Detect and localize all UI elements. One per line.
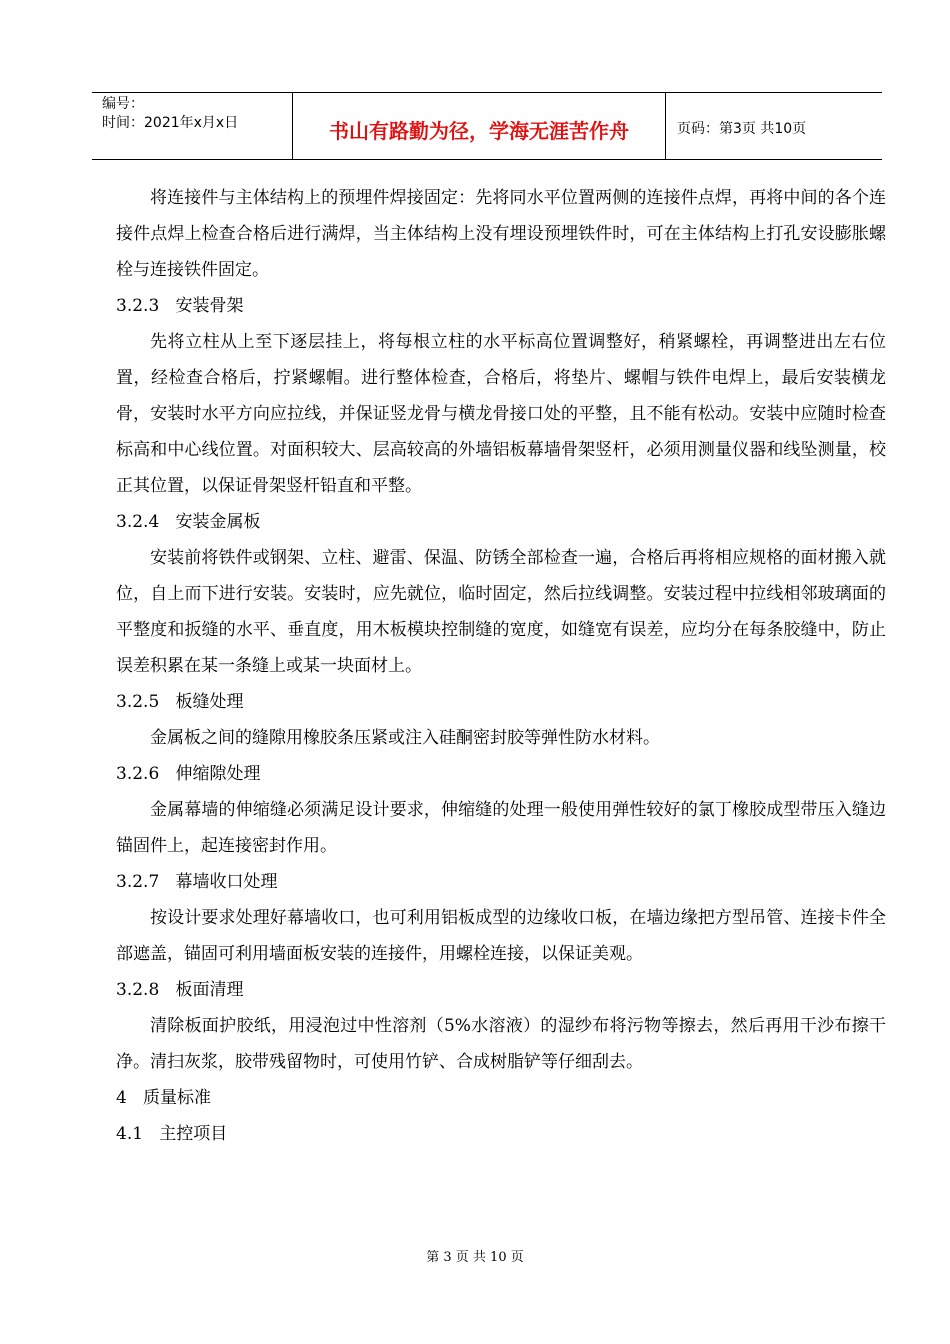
header-motto: 书山有路勤为径，学海无涯苦作舟 [329,119,629,143]
document-number-label: 编号： [102,96,144,112]
section-heading-3-2-8: 3.2.8 板面清理 [116,980,244,1000]
page-header [92,92,882,160]
document-time-label: 时间：2021年x月x日 [102,115,239,131]
header-motto-cell [292,93,666,159]
section-heading-4-1: 4.1 主控项目 [116,1124,228,1144]
paragraph-joint-treatment: 金属板之间的缝隙用橡胶条压紧或注入硅酮密封胶等弹性防水材料。 [150,728,660,748]
page-footer: 第 3 页 共 10 页 [426,1250,524,1265]
header-page-info: 页码：第3页 共10页 [677,121,807,137]
paragraph-expansion-joint: 金属幕墙的伸缩缝必须满足设计要求，伸缩缝的处理一般使用弹性较好的氯丁橡胶成型带压入缝边锚固件上，起连接密封作用。 [116,800,886,856]
header-page-cell [665,93,882,159]
header-meta-cell [92,93,292,159]
section-heading-3-2-3: 3.2.3 安装骨架 [116,296,244,316]
paragraph-install-frame: 先将立柱从上至下逐层挂上，将每根立柱的水平标高位置调整好，稍紧螺栓，再调整进出左右位置，经检查合格后，拧紧螺帽。进行整体检查，合格后，将垫片、螺帽与铁件电焊上，最后安装横龙骨，安装时水平方向应拉线，并保证竖龙骨与横龙骨接口处的平整，且不能有松动。安装中应随时检查标高和中心线位置。对面积较大、层高较高的外墙铝板幕墙骨架竖杆，必须用测量仪器和线坠测量，校正其位置，以保证骨架竖杆铅直和平整。 [116,332,886,496]
paragraph-connector-welding: 将连接件与主体结构上的预埋件焊接固定：先将同水平位置两侧的连接件点焊，再将中间的各个连接件点焊上检查合格后进行满焊，当主体结构上没有埋设预埋铁件时，可在主体结构上打孔安设膨胀螺栓与连接铁件固定。 [116,188,886,280]
paragraph-install-metal-panel: 安装前将铁件或钢架、立柱、避雷、保温、防锈全部检查一遍，合格后再将相应规格的面材搬入就位，自上而下进行安装。安装时，应先就位，临时固定，然后拉线调整。安装过程中拉线相邻玻璃面的平整度和扳缝的水平、垂直度，用木板模块控制缝的宽度，如缝宽有误差，应均分在每条胶缝中，防止误差积累在某一条缝上或某一块面材上。 [116,548,886,676]
section-heading-3-2-5: 3.2.5 板缝处理 [116,692,244,712]
paragraph-panel-cleaning: 清除板面护胶纸，用浸泡过中性溶剂（5%水溶液）的湿纱布将污物等擦去，然后再用干沙布擦干净。清扫灰浆，胶带残留物时，可使用竹铲、合成树脂铲等仔细刮去。 [116,1016,886,1072]
section-heading-3-2-7: 3.2.7 幕墙收口处理 [116,872,278,892]
paragraph-curtain-wall-edge: 按设计要求处理好幕墙收口，也可利用铝板成型的边缘收口板，在墙边缘把方型吊管、连接卡件全部遮盖，锚固可利用墙面板安装的连接件，用螺栓连接，以保证美观。 [116,908,886,964]
document-body [116,180,886,1152]
section-heading-3-2-4: 3.2.4 安装金属板 [116,512,261,532]
section-heading-3-2-6: 3.2.6 伸缩隙处理 [116,764,261,784]
section-heading-4: 4 质量标准 [116,1088,212,1108]
